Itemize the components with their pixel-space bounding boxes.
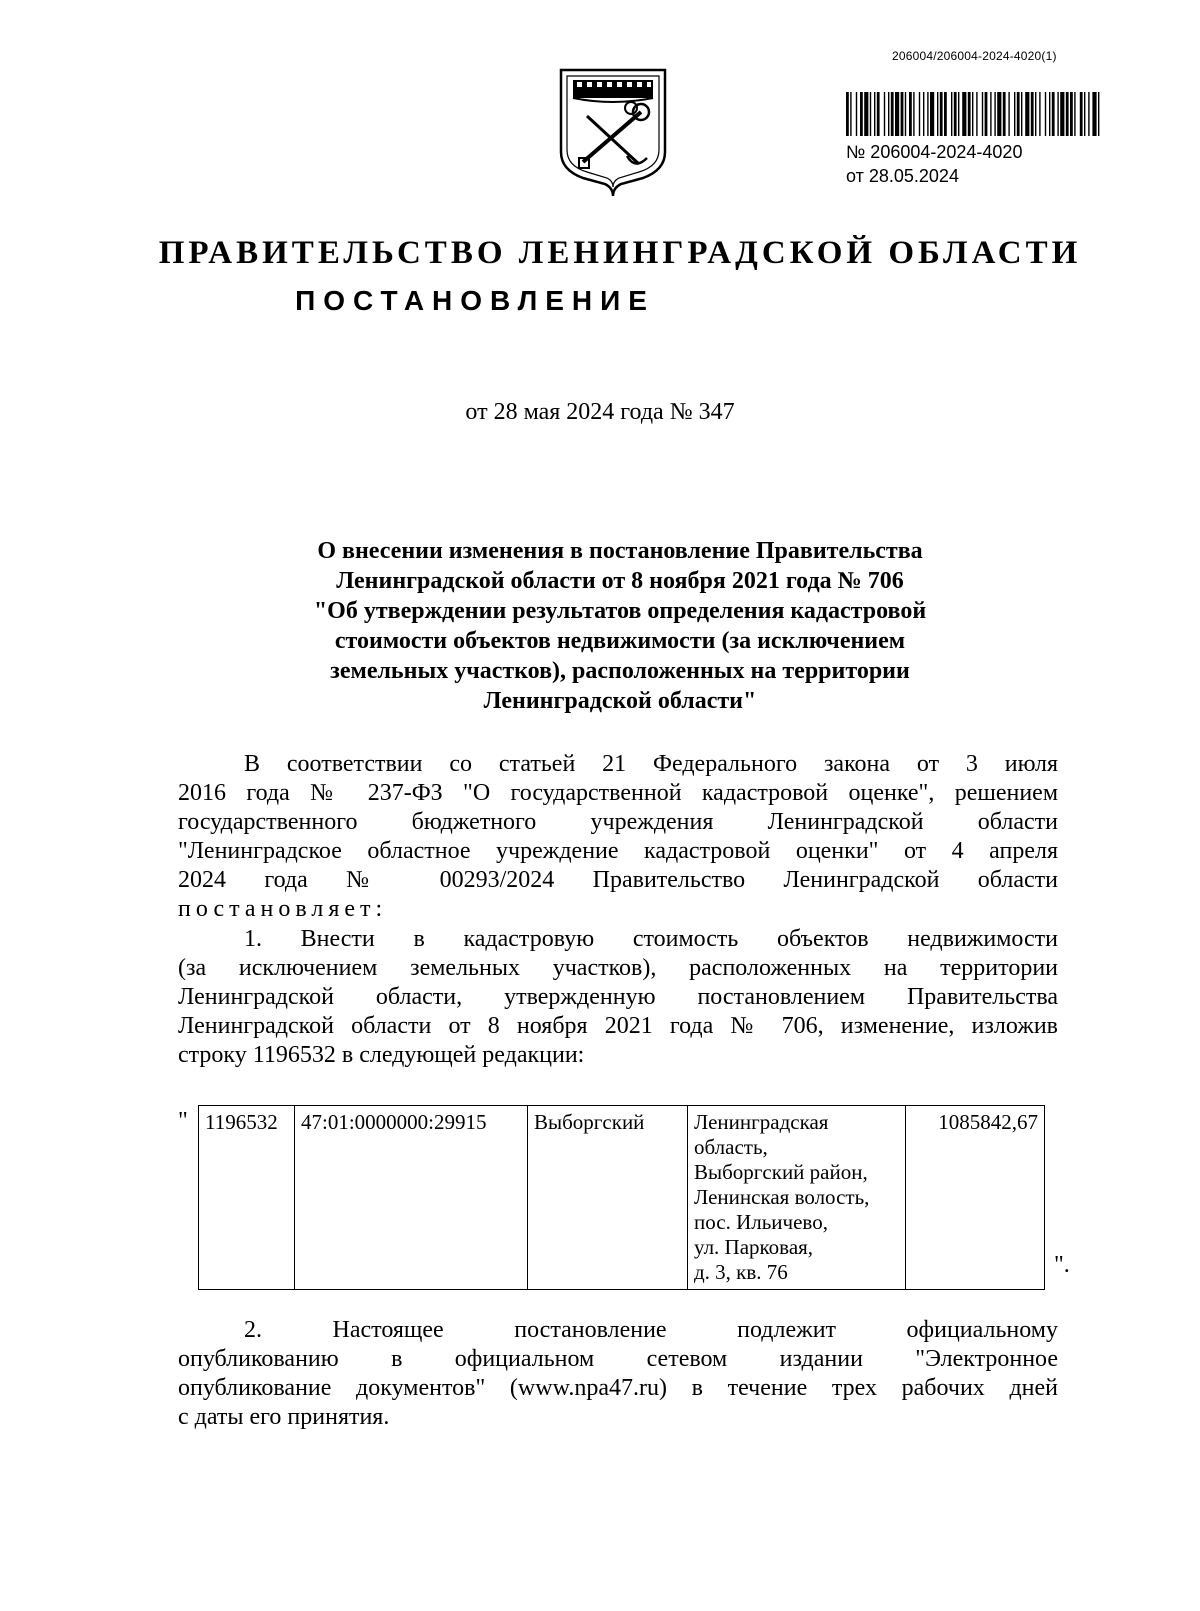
address-line: Ленинская волость,	[694, 1185, 870, 1209]
cadastral-number-cell: 47:01:0000000:29915	[295, 1106, 528, 1289]
item-1-line: 1. Внести в кадастровую стоимость объектов недвижимости	[244, 926, 1058, 952]
address-line: область,	[694, 1135, 768, 1159]
registration-date: от 28.05.2024	[846, 166, 959, 186]
cadastral-table	[198, 1105, 1045, 1290]
subject-line: земельных участков), расположенных на территории	[330, 658, 910, 684]
document-subject	[170, 536, 1070, 716]
address-line: пос. Ильичево,	[694, 1210, 828, 1234]
row-number-cell: 1196532	[199, 1106, 295, 1289]
cadastral-value-cell: 1085842,67	[938, 1110, 1038, 1134]
address-line: ул. Парковая,	[694, 1235, 814, 1259]
item-2-line: с даты его принятия.	[178, 1404, 390, 1430]
government-title: ПРАВИТЕЛЬСТВО ЛЕНИНГРАДСКОЙ ОБЛАСТИ	[158, 235, 1082, 271]
item-1-line: Ленинградской области от 8 ноября 2021 года № 706, изменение, изложив	[178, 1013, 1058, 1039]
subject-line: О внесении изменения в постановление Правительства	[317, 538, 923, 564]
subject-line: "Об утверждении результатов определения кадастровой	[313, 598, 927, 624]
resolves-word: постановляет:	[178, 896, 388, 922]
barcode-image	[846, 92, 1100, 136]
preamble-line: В соответствии со статьей 21 Федерального закона от 3 июля	[244, 751, 1058, 777]
item-2-line: опубликованию в официальном сетевом издании "Электронное	[178, 1346, 1058, 1372]
subject-line: стоимости объектов недвижимости (за исключением	[334, 628, 906, 654]
preamble-line: государственного бюджетного учреждения Ленинградской области	[178, 809, 1058, 835]
address-line: Выборгский район,	[694, 1160, 868, 1184]
item-1-paragraph	[178, 925, 1058, 1070]
item-1-line: (за исключением земельных участков), расположенных на территории	[178, 955, 1058, 981]
item-1-line: Ленинградской области, утвержденную постановлением Правительства	[178, 984, 1058, 1010]
subject-line: Ленинградской области от 8 ноября 2021 года № 706	[336, 568, 904, 594]
table-close-quote: ".	[1054, 1252, 1070, 1278]
document-date-number: от 28 мая 2024 года № 347	[465, 399, 735, 425]
item-2-paragraph	[178, 1316, 1058, 1432]
preamble-line: 2024 года № 00293/2024 Правительство Ленинградской области	[178, 867, 1058, 893]
preamble-line: "Ленинградское областное учреждение кадастровой оценки" от 4 апреля	[178, 838, 1058, 864]
table-open-quote: "	[178, 1108, 188, 1134]
address-line: Ленинградская	[694, 1110, 829, 1134]
address-line: д. 3, кв. 76	[694, 1260, 788, 1284]
preamble-line: 2016 года № 237-ФЗ "О государственной кадастровой оценке", решением	[178, 780, 1058, 806]
coat-of-arms-emblem	[553, 60, 673, 200]
district-cell: Выборгский	[528, 1106, 688, 1289]
subject-line: Ленинградской области"	[483, 688, 757, 714]
registration-number: № 206004-2024-4020	[846, 142, 1023, 162]
registration-code: 206004/206004-2024-4020(1)	[892, 49, 1057, 63]
item-1-line: строку 1196532 в следующей редакции:	[178, 1042, 585, 1068]
preamble-paragraph	[178, 750, 1058, 924]
document-type-title: ПОСТАНОВЛЕНИЕ	[295, 285, 655, 316]
address-cell	[688, 1106, 906, 1289]
item-2-line: опубликование документов" (www.npa47.ru) в течение трех рабочих дней	[178, 1375, 1058, 1401]
item-2-line: 2. Настоящее постановление подлежит официальному	[244, 1317, 1058, 1343]
